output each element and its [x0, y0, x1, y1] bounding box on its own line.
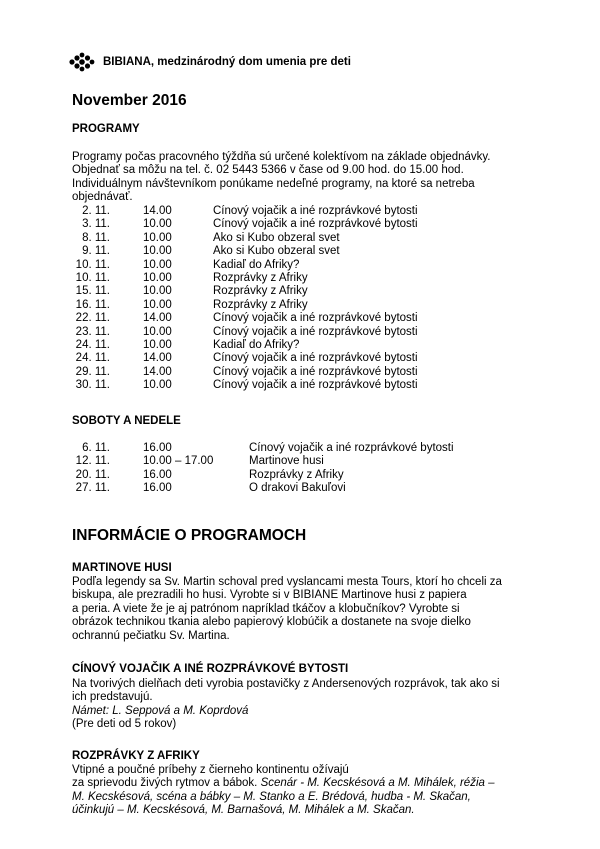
row-title: Rozprávky z Afriky	[213, 298, 308, 311]
text-line: ochrannú pečiatku Sv. Martina.	[72, 629, 230, 642]
row-date: 10. 11.	[75, 272, 110, 284]
programs-intro	[72, 151, 542, 205]
africa-text	[72, 764, 532, 818]
row-date: 3. 11.	[82, 218, 110, 231]
row-date: 24. 11.	[75, 339, 110, 351]
row-time: 16.00	[143, 442, 172, 454]
row-time: 14.00	[143, 205, 172, 217]
credits-italic: Scenár - M. Kecskésová a M. Mihálek, réžia –	[260, 777, 495, 790]
row-time: 14.00	[143, 312, 172, 325]
row-time: 16.00	[143, 482, 172, 495]
intro-line: Objednať sa môžu na tel. č. 02 5443 5366 v čase od 9.00 hod. do 15.00 hod.	[72, 164, 464, 177]
text-line	[72, 777, 532, 790]
row-title: Cínový vojačik a iné rozprávkové bytosti	[213, 325, 418, 338]
intro-line: Individuálnym návštevníkom ponúkame nedeľné programy, na ktoré sa netreba	[72, 177, 475, 190]
text-plain: za sprievodu živých rytmov a bábok.	[72, 777, 261, 790]
row-time: 14.00	[143, 365, 172, 378]
row-title: Kadiaľ do Afriky?	[213, 258, 300, 271]
bibiana-logo-icon	[69, 52, 95, 72]
row-date: 6. 11.	[82, 442, 110, 454]
row-title: Rozprávky z Afriky	[213, 272, 308, 284]
row-time: 10.00	[143, 218, 172, 231]
text-line: účinkujú – M. Kecskésová, M. Barnašová, M. Mihálek a M. Skačan.	[72, 804, 415, 817]
row-title: Cínový vojačik a iné rozprávkové bytosti	[213, 379, 418, 392]
row-time: 10.00 – 17.00	[143, 455, 214, 468]
row-date: 23. 11.	[75, 325, 110, 338]
header	[69, 52, 351, 72]
africa-heading: ROZPRÁVKY Z AFRIKY	[72, 750, 200, 762]
row-time: 14.00	[143, 352, 172, 365]
row-time: 10.00	[143, 245, 172, 258]
row-time: 16.00	[143, 468, 172, 481]
row-date: 8. 11.	[82, 231, 110, 244]
row-time: 10.00	[143, 379, 172, 392]
row-time: 10.00	[143, 285, 172, 298]
text-line: ich predstavujú.	[72, 691, 153, 704]
programs-title: PROGRAMY	[72, 123, 140, 135]
martin-heading: MARTINOVE HUSI	[72, 562, 172, 574]
text-line: Vtipné a poučné príbehy z čierneho kontinentu ožívajú	[72, 764, 349, 776]
row-title: O drakovi Bakuľovi	[249, 482, 346, 495]
soldier-text	[72, 678, 532, 732]
row-date: 24. 11.	[75, 352, 110, 365]
intro-line: objednávať.	[72, 191, 133, 204]
row-title: Rozprávky z Afriky	[249, 468, 344, 481]
row-time: 10.00	[143, 231, 172, 244]
row-title: Cínový vojačik a iné rozprávkové bytosti	[213, 205, 418, 217]
row-title: Cínový vojačik a iné rozprávkové bytosti	[213, 365, 418, 378]
row-date: 9. 11.	[82, 245, 110, 258]
row-title: Ako si Kubo obzeral svet	[213, 245, 340, 258]
text-line: M. Kecskésová, scéna a bábky – M. Stanko a E. Brédová, hudba - M. Skačan,	[72, 790, 471, 803]
row-date: 20. 11.	[75, 468, 110, 481]
row-time: 10.00	[143, 339, 172, 351]
row-title: Ako si Kubo obzeral svet	[213, 231, 340, 244]
soldier-credits: Námet: L. Seppová a M. Koprdová	[72, 704, 249, 717]
soldier-age: (Pre deti od 5 rokov)	[72, 718, 177, 731]
text-line: obrázok technikou tkania alebo papierový klobúčik a dostanete na svoje dielko	[72, 616, 471, 629]
row-date: 22. 11.	[75, 312, 110, 325]
row-time: 10.00	[143, 258, 172, 271]
row-title: Cínový vojačik a iné rozprávkové bytosti	[213, 312, 418, 325]
info-title: INFORMÁCIE O PROGRAMOCH	[72, 527, 307, 544]
martin-text	[72, 576, 532, 643]
row-date: 15. 11.	[75, 285, 110, 298]
row-title: Martinove husi	[249, 455, 324, 468]
row-date: 16. 11.	[75, 298, 110, 311]
text-line: Na tvorivých dielňach deti vyrobia postavičky z Andersenových rozprávok, tak ako si	[72, 678, 500, 690]
soldier-heading: CÍNOVÝ VOJAČIK A INÉ ROZPRÁVKOVÉ BYTOSTI	[72, 663, 349, 675]
row-date: 30. 11.	[75, 379, 110, 392]
row-title: Rozprávky z Afriky	[213, 285, 308, 298]
row-date: 2. 11.	[82, 205, 110, 217]
intro-line: Programy počas pracovného týždňa sú určené kolektívom na základe objednávky.	[72, 151, 491, 163]
row-date: 27. 11.	[75, 482, 110, 495]
row-date: 12. 11.	[75, 455, 110, 468]
row-title: Kadiaľ do Afriky?	[213, 339, 300, 351]
organization-name: BIBIANA, medzinárodný dom umenia pre deti	[103, 56, 351, 68]
row-date: 29. 11.	[75, 365, 110, 378]
row-time: 10.00	[143, 298, 172, 311]
row-date: 10. 11.	[75, 258, 110, 271]
row-title: Cínový vojačik a iné rozprávkové bytosti	[249, 442, 454, 454]
text-line: biskupa, ale prezradili ho husi. Vyrobte si v BIBIANE Martinove husi z papiera	[72, 589, 467, 602]
row-title: Cínový vojačik a iné rozprávkové bytosti	[213, 352, 418, 365]
text-line: a peria. A viete že je aj patrónom napríklad tkáčov a klobučníkov? Vyrobte si	[72, 602, 460, 615]
row-time: 10.00	[143, 325, 172, 338]
row-title: Cínový vojačik a iné rozprávkové bytosti	[213, 218, 418, 231]
month-title: November 2016	[72, 92, 187, 109]
text-line: Podľa legendy sa Sv. Martin schoval pred vyslancami mesta Tours, ktorí ho chceli za	[72, 576, 502, 588]
row-time: 10.00	[143, 272, 172, 284]
weekends-title: SOBOTY A NEDELE	[72, 415, 181, 427]
